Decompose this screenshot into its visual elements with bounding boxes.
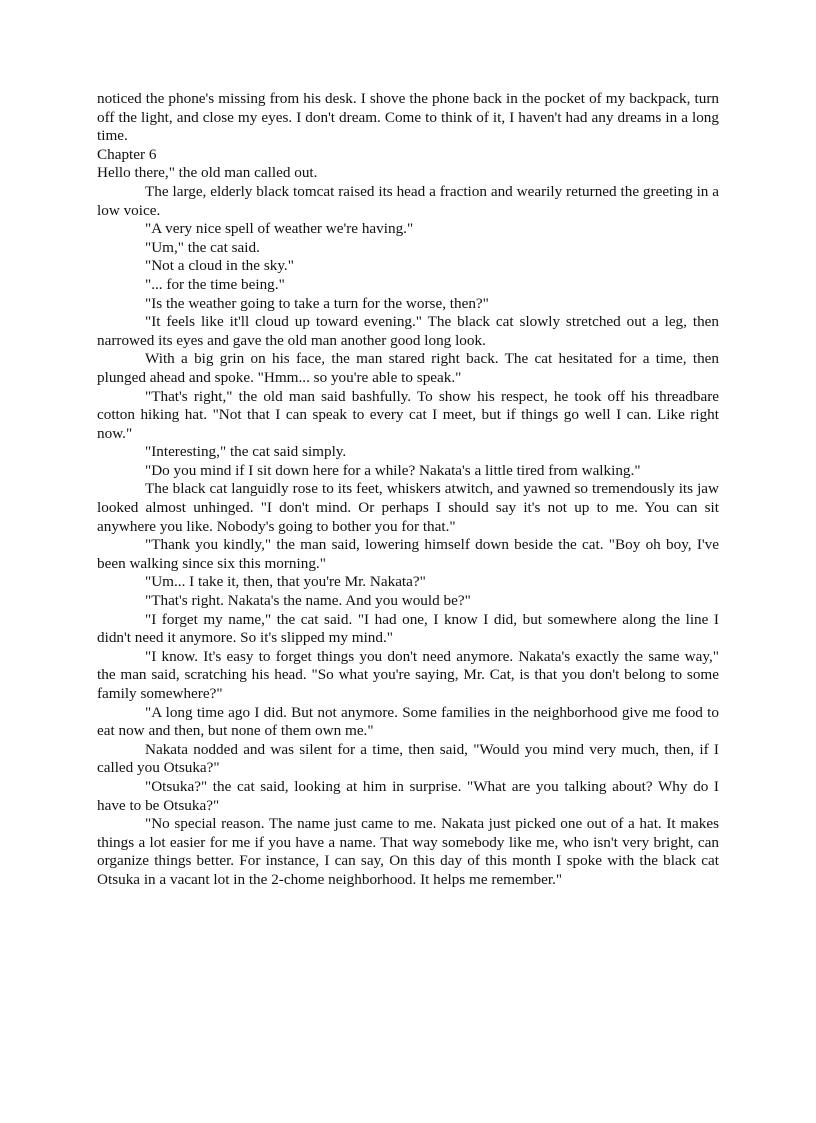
paragraph: "Otsuka?" the cat said, looking at him in surprise. "What are you talking about? Why do I have to be Otsuka?" [97, 777, 719, 814]
paragraph: "... for the time being." [145, 275, 285, 293]
paragraph: Nakata nodded and was silent for a time, then said, "Would you mind very much, then, if I called you Otsuka?" [97, 740, 719, 777]
paragraph: "Not a cloud in the sky." [145, 257, 294, 275]
paragraph: "A very nice spell of weather we're having." [145, 220, 414, 238]
paragraph: "Interesting," the cat said simply. [145, 443, 347, 461]
paragraph: The large, elderly black tomcat raised its head a fraction and wearily returned the greeting in a low voice. [97, 182, 719, 219]
paragraph: Hello there," the old man called out. [97, 164, 318, 182]
paragraph: "Um... I take it, then, that you're Mr. Nakata?" [145, 573, 426, 591]
paragraph: "No special reason. The name just came to me. Nakata just picked one out of a hat. It makes things a lot easier for me if you have a name. That way somebody like me, who isn't very bright, can organize things better. For instance, I can say, On this day of this month I spoke with the black cat Otsuka in a vacant lot in the 2-chome neighborhood. It helps me remember." [97, 815, 719, 888]
paragraph: "Um," the cat said. [145, 238, 260, 256]
paragraph: "Is the weather going to take a turn for the worse, then?" [145, 294, 489, 312]
paragraph: "I forget my name," the cat said. "I had one, I know I did, but somewhere along the line I didn't need it anymore. So it's slipped my mind." [97, 610, 719, 647]
document-page [97, 90, 719, 890]
paragraph: The black cat languidly rose to its feet, whiskers atwitch, and yawned so tremendously its jaw looked almost unhinged. "I don't mind. Or perhaps I should say it's not up to me. You can sit anywhere you like. Nobody's going to bother you for that." [97, 480, 719, 535]
paragraph: "That's right," the old man said bashfully. To show his respect, he took off his threadbare cotton hiking hat. "Not that I can speak to every cat I meet, but if things go well I can. Like right now." [97, 387, 719, 442]
chapter-title: Chapter 6 [97, 145, 157, 163]
intro-paragraph: noticed the phone's missing from his desk. I shove the phone back in the pocket of my backpack, turn off the light, and close my eyes. I don't dream. Come to think of it, I haven't had any dreams in a long time. [97, 90, 719, 145]
paragraph: "A long time ago I did. But not anymore. Some families in the neighborhood give me food to eat now and then, but none of them own me." [97, 703, 719, 740]
paragraph: "Do you mind if I sit down here for a while? Nakata's a little tired from walking." [145, 461, 641, 479]
paragraph: "Thank you kindly," the man said, lowering himself down beside the cat. "Boy oh boy, I've been walking since six this morning." [97, 536, 719, 572]
intro-section [97, 90, 719, 146]
chapter-body [97, 164, 719, 889]
paragraph: "I know. It's easy to forget things you don't need anymore. Nakata's exactly the same way," the man said, scratching his head. "So what you're saying, Mr. Cat, is that you don't belong to some family somewhere?" [97, 647, 719, 702]
paragraph: "It feels like it'll cloud up toward evening." The black cat slowly stretched out a leg, then narrowed its eyes and gave the old man another good long look. [97, 313, 719, 349]
paragraph: "That's right. Nakata's the name. And you would be?" [145, 592, 471, 610]
paragraph: With a big grin on his face, the man stared right back. The cat hesitated for a time, then plunged ahead and spoke. "Hmm... so you're able to speak." [97, 350, 719, 386]
